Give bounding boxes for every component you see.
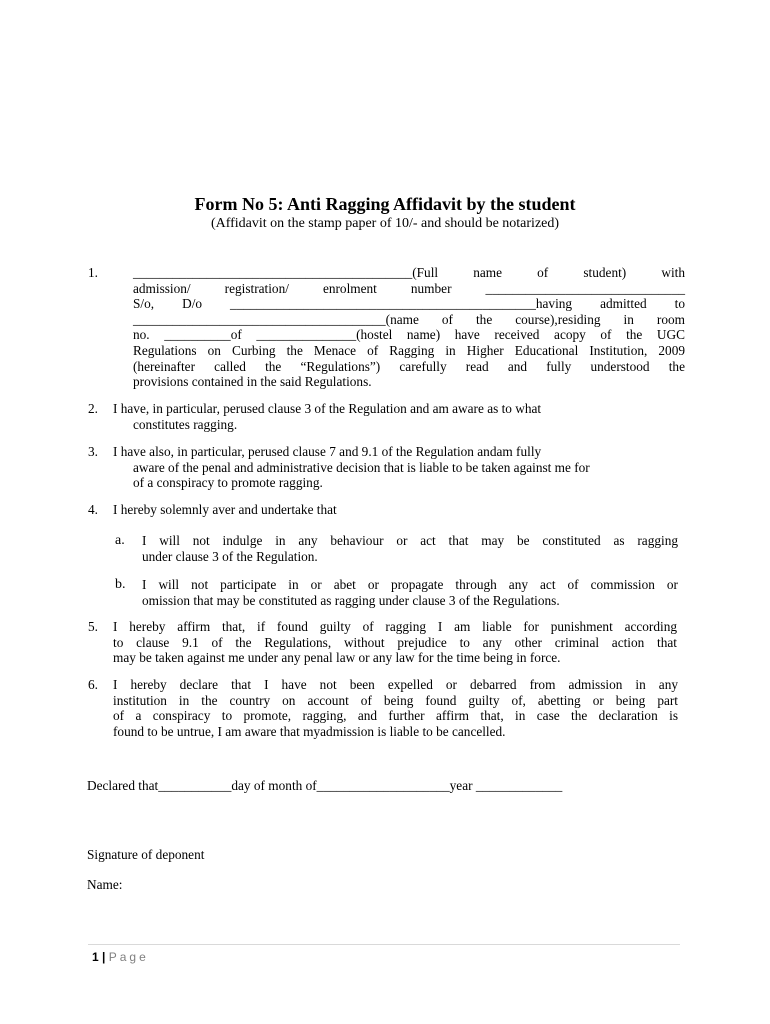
page-number: 1 — [92, 950, 99, 964]
item-6-line-3: of a conspiracy to promote, ragging, and further affirm that, in case the declaration is — [113, 708, 678, 724]
item-4-line-1: I hereby solemnly aver and undertake that — [113, 502, 337, 517]
item-3-line-1: I have also, in particular, perused clause 7 and 9.1 of the Regulation andam fully — [113, 444, 542, 459]
item-3-line-2: aware of the penal and administrative decision that is liable to be taken against me for — [133, 459, 590, 475]
form-subtitle: (Affidavit on the stamp paper of 10/- and should be notarized) — [210, 216, 560, 231]
item-5-line-1: I hereby affirm that, if found guilty of ragging I am liable for punishment according — [113, 619, 677, 634]
item-6-text — [113, 677, 678, 739]
item-1-line-2: admission/ registration/ enrolment number ______________________________ — [133, 280, 685, 296]
item-5-number: 5. — [88, 619, 98, 634]
item-4b-line-1: I will not participate in or abet or propagate through any act of commission or — [142, 577, 678, 592]
item-4-number: 4. — [88, 502, 98, 517]
item-1-line-4: ______________________________________(name of the course),residing in room — [133, 311, 685, 327]
footer-divider — [88, 944, 680, 945]
item-2-line-2: constitutes ragging. — [133, 416, 238, 432]
item-1-line-6: Regulations on Curbing the Menace of Ragging in Higher Educational Institution, 2009 — [133, 342, 685, 358]
item-4b-label: b. — [115, 577, 126, 592]
item-6-line-2: institution in the country on account of being found guilty of, abetting or being part — [113, 692, 678, 708]
item-5-text — [113, 619, 677, 666]
item-4a-label: a. — [115, 533, 125, 548]
item-5-line-3: may be taken against me under any penal law or any law for the time being in force. — [113, 650, 561, 666]
item-1-line-8: provisions contained in the said Regulations. — [133, 374, 372, 390]
name-label: Name: — [87, 877, 123, 892]
item-6-number: 6. — [88, 677, 98, 692]
item-6-line-4: found to be untrue, I am aware that myadmission is liable to be cancelled. — [113, 723, 506, 739]
form-title: Form No 5: Anti Ragging Affidavit by the student — [194, 194, 576, 214]
item-4-text — [113, 502, 673, 518]
signature-label: Signature of deponent — [87, 847, 205, 862]
page-footer — [92, 950, 149, 964]
page-separator: | — [102, 950, 106, 964]
item-1-line-5: no. __________of _______________(hostel name) have received acopy of the UGC — [133, 327, 685, 343]
item-1-line-1: __________________________________________(Full name of student) with — [133, 265, 685, 280]
item-5-line-2: to clause 9.1 of the Regulations, without prejudice to any other criminal action that — [113, 634, 677, 650]
declared-line: Declared that___________day of month of____________________year _____________ — [87, 778, 563, 793]
item-3-line-3: of a conspiracy to promote ragging. — [133, 475, 323, 491]
item-2-number: 2. — [88, 401, 98, 416]
item-4b-text — [142, 577, 678, 608]
item-2-text — [113, 401, 678, 432]
item-1-number: 1. — [88, 265, 98, 280]
item-4a-line-2: under clause 3 of the Regulation. — [142, 548, 318, 564]
item-4b-line-2: omission that may be constituted as ragging under clause 3 of the Regulations. — [142, 592, 560, 608]
item-1-line-7: (hereinafter called the “Regulations”) carefully read and fully understood the — [133, 358, 685, 374]
item-3-number: 3. — [88, 444, 98, 459]
item-4a-line-1: I will not indulge in any behaviour or act that may be constituted as ragging — [142, 533, 678, 548]
item-3-text — [113, 444, 680, 491]
item-2-line-1: I have, in particular, perused clause 3 of the Regulation and am aware as to what — [113, 401, 542, 416]
item-1-text — [133, 265, 685, 390]
page-word: Page — [108, 950, 149, 964]
item-1-line-3: S/o, D/o ______________________________________________having admitted to — [133, 296, 685, 312]
item-6-line-1: I hereby declare that I have not been expelled or debarred from admission in any — [113, 677, 678, 692]
item-4a-text — [142, 533, 678, 564]
